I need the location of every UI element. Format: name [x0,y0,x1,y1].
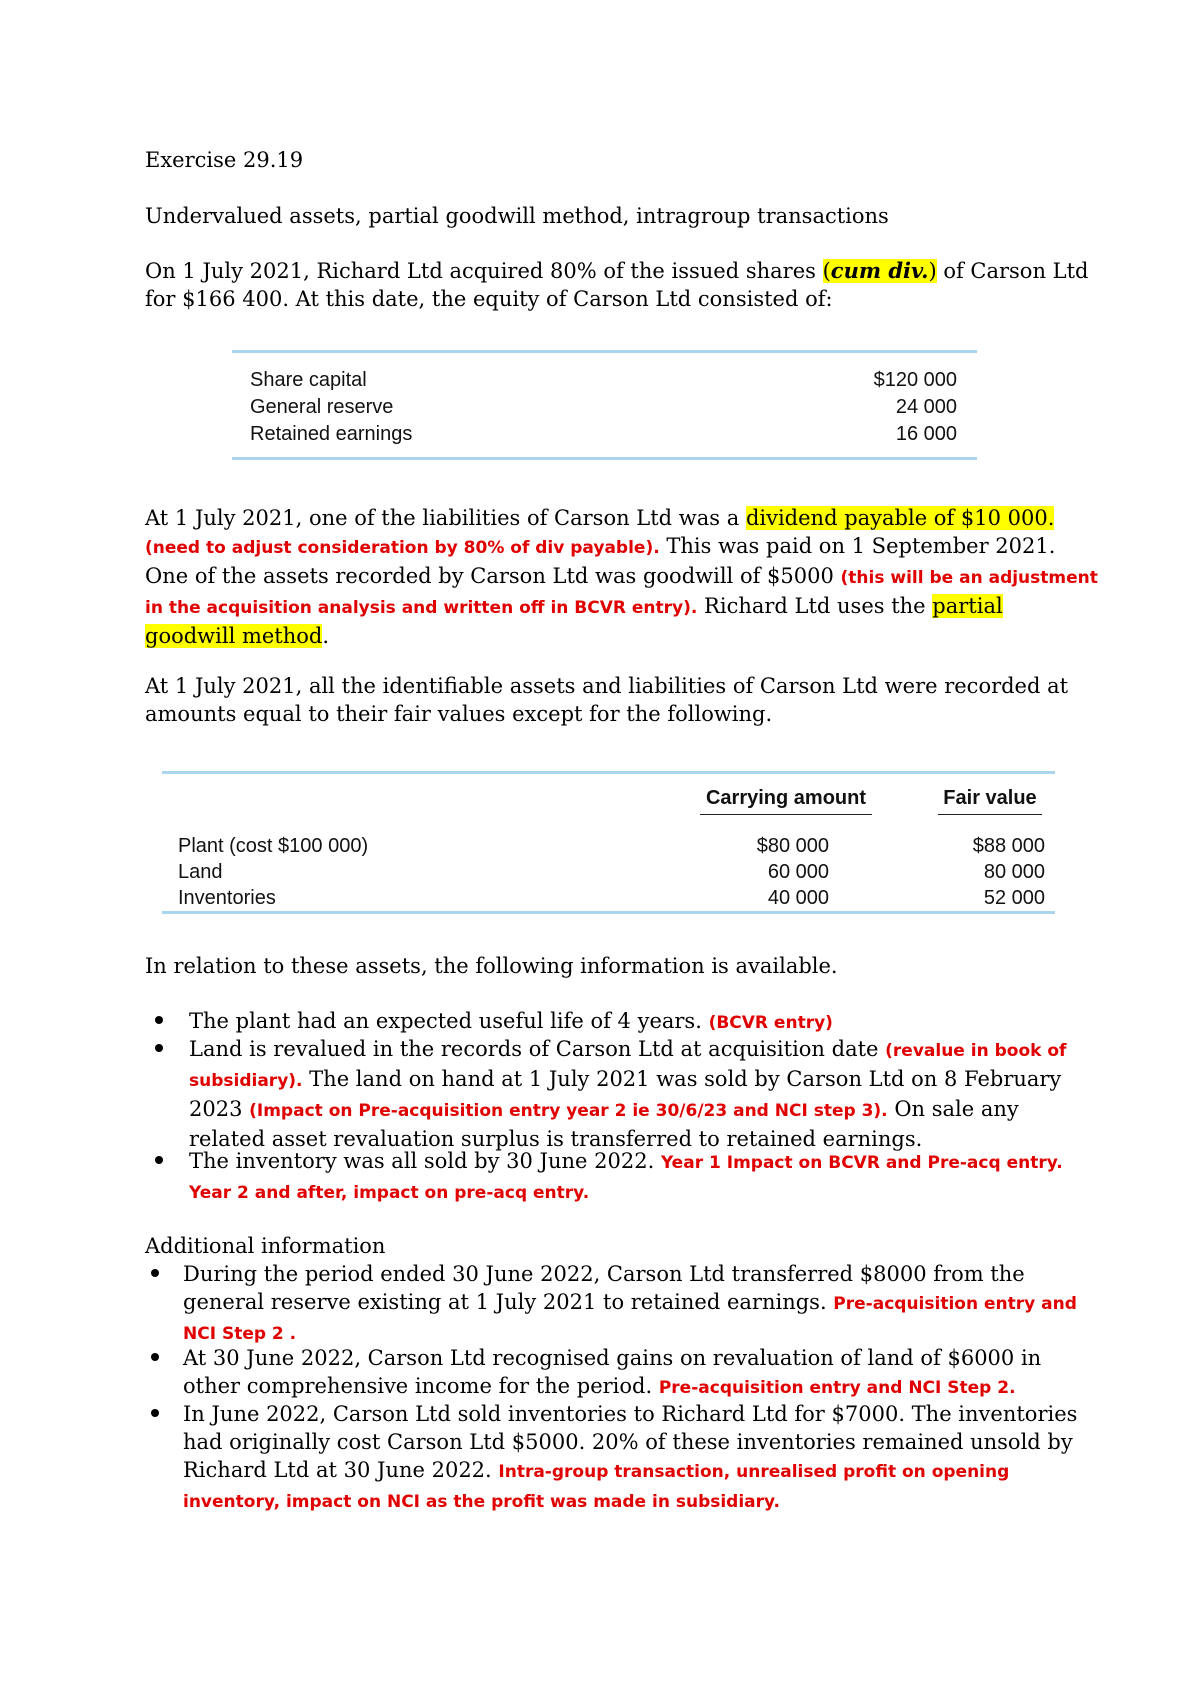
additional-info-heading: Additional information [145,1234,386,1258]
intro-text: On 1 July 2021, Richard Ltd acquired 80% of the issued shares [145,259,823,283]
table-row: Inventories 40 000 52 000 [178,887,1045,909]
header-carrying-amount: Carrying amount [700,785,872,811]
dividend-highlight: dividend payable of $10 000. [745,506,1055,530]
list-item: In June 2022, Carson Ltd sold inventories to Richard Ltd for $7000. The inventories had originally cost Carson Ltd $5000. 20% of these inventories remained unsold by Richard Ltd at 30 June 2022. Intra-group transaction, unrealised profit on opening inventory, impact on NCI as the profit was made in subsidiary. [183,1402,1078,1512]
dividend-paragraph: At 1 July 2021, one of the liabilities of Carson Ltd was a dividend payable of $10 000. (need to adjust consideration by 80% of div payable). This was paid on 1 September 2021. One of the assets recorded by Carson Ltd was goodwill of $5000 (this will be an adjustment in the acquisition analysis and written off in BCVR entry). Richard Ltd uses the partial goodwill method. [145,506,1098,648]
fair-value-paragraph: At 1 July 2021, all the identifiable assets and liabilities of Carson Ltd were recorded at amounts equal to their fair values except for the following. [145,674,1069,726]
annotation-note: (BCVR entry) [708,1013,833,1033]
intro-paragraph: On 1 July 2021, Richard Ltd acquired 80% of the issued shares (cum div.) of Carson Ltd for $166 400. At this date, the equity of Carson Ltd consisted of: [145,258,1089,311]
exercise-subtitle: Undervalued assets, partial goodwill method, intragroup transactions [145,204,889,228]
annotation-note: Year 1 Impact on BCVR and Pre-acq entry. [660,1153,1063,1173]
table-row: General reserve 24 000 [250,396,957,418]
annotation-note: (revalue in book of [885,1041,1067,1061]
annotation-note: Pre-acquisition entry and NCI Step 2. [658,1378,1016,1398]
list-item: During the period ended 30 June 2022, Carson Ltd transferred $8000 from the general reserve existing at 1 July 2021 to retained earnings. Pre-acquisition entry and NCI Step 2 . [183,1262,1077,1344]
list-item: The inventory was all sold by 30 June 2022. Year 1 Impact on BCVR and Pre-acq entry. Year 2 and after, impact on pre-acq entry. [189,1149,1063,1203]
partial-highlight: partial [932,594,1003,618]
bullet-icon [151,1353,159,1361]
fair-value-table [162,771,1055,914]
list-item: At 30 June 2022, Carson Ltd recognised gains on revaluation of land of $6000 in other comprehensive income for the period. Pre-acquisition entry and NCI Step 2. [183,1346,1042,1398]
table-row: Land 60 000 80 000 [178,861,1045,883]
annotation-note: (need to adjust consideration by 80% of div payable). [145,538,660,558]
goodwill-method-highlight: goodwill method [145,624,323,648]
annotation-note: NCI Step 2 . [183,1324,297,1344]
annotation-note: subsidiary). [189,1071,303,1091]
info-intro: In relation to these assets, the following information is available. [145,954,838,978]
table-bottom-rule [232,457,977,460]
table-row: Retained earnings 16 000 [250,423,957,445]
annotation-note: Intra-group transaction, unrealised profit on opening [498,1462,1010,1482]
table-top-rule [162,771,1055,774]
bullet-icon [151,1269,159,1277]
annotation-note: inventory, impact on NCI as the profit was made in subsidiary. [183,1492,781,1512]
exercise-title: Exercise 29.19 [145,148,304,172]
annotation-note: Year 2 and after, impact on pre-acq entry. [189,1183,590,1203]
bullet-icon [155,1044,163,1052]
bullet-icon [155,1156,163,1164]
bullet-icon [155,1016,163,1024]
intro-text-2: for $166 400. At this date, the equity of Carson Ltd consisted of: [145,287,833,311]
equity-table [232,350,977,462]
table-top-rule [232,350,977,353]
header-fair-value: Fair value [938,785,1042,811]
table-bottom-rule [162,911,1055,914]
annotation-note: Pre-acquisition entry and [833,1294,1077,1314]
table-row: Plant (cost $100 000) $80 000 $88 000 [178,835,1045,857]
bullet-icon [151,1409,159,1417]
annotation-note: (Impact on Pre-acquisition entry year 2 ie 30/6/23 and NCI step 3). [249,1101,888,1121]
list-item: Land is revalued in the records of Carson Ltd at acquisition date (revalue in book of subsidiary). The land on hand at 1 July 2021 was sold by Carson Ltd on 8 February 2023 (Impact on Pre-acquisition entry year 2 ie 30/6/23 and NCI step 3). On sale any related asset revaluation surplus is transferred to retained earnings. [189,1037,1067,1151]
list-item: The plant had an expected useful life of 4 years. (BCVR entry) [189,1009,833,1033]
annotation-note: (this will be an adjustment [840,568,1098,588]
cum-div-highlight: (cum div.) [822,258,937,283]
annotation-note: in the acquisition analysis and written off in BCVR entry). [145,598,698,618]
table-row: Share capital $120 000 [250,369,957,391]
